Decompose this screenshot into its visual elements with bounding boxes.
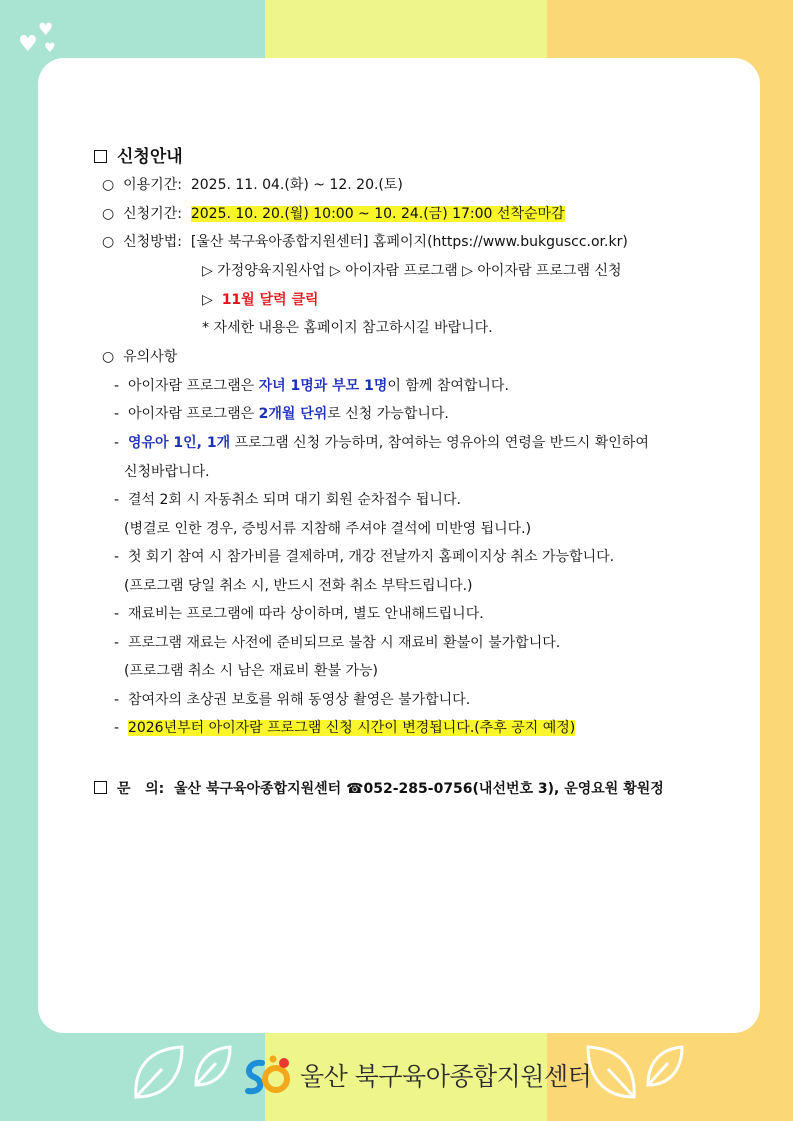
circle-bullet-icon: ○ (102, 234, 115, 250)
hearts-decoration (18, 22, 68, 62)
method-value: [울산 북구육아종합지원센터] 홈페이지(https://www.bukguscc.or.kr) (190, 234, 628, 250)
leaf-icon (128, 1041, 190, 1103)
calendar-click-instruction (202, 289, 319, 309)
heart-icon: ♥ (44, 41, 56, 56)
note-item: - 영유아 1인, 1개 프로그램 신청 가능하며, 참여하는 영유아의 연령을 반드시 확인하여 (114, 435, 649, 451)
circle-bullet-icon: ○ (102, 349, 115, 365)
contact-value: 울산 북구육아종합지원센터 ☎052-285-0756(내선번호 3), 운영요원 황원정 (174, 781, 664, 797)
contact-line (94, 778, 664, 798)
note-item: - 첫 회기 참여 시 참가비를 결제하며, 개강 전날까지 홈페이지상 취소 가능합니다. (114, 549, 615, 565)
leaf-icon (190, 1043, 236, 1089)
apply-period (102, 203, 565, 223)
apply-label: 신청기간: (123, 206, 182, 222)
note-continuation: 신청바랍니다. (124, 464, 210, 480)
circle-bullet-icon: ○ (102, 206, 115, 222)
note-continuation: (병결로 인한 경우, 증빙서류 지참해 주셔야 결석에 미반영 됩니다.) (124, 521, 532, 537)
note-item: - 2026년부터 아이자람 프로그램 신청 시간이 변경됩니다.(추후 공지 예정) (114, 720, 576, 736)
notice-card (38, 58, 760, 1033)
method-label: 신청방법: (123, 234, 182, 250)
section-title: 신청안내 (117, 147, 183, 167)
usage-period (102, 174, 403, 194)
method-note: * 자세한 내용은 홈페이지 참고하시길 바랍니다. (202, 320, 493, 336)
note-item: - 재료비는 프로그램에 따라 상이하며, 별도 안내해드립니다. (114, 606, 484, 622)
arrow-icon: ▷ (202, 292, 213, 308)
note-continuation: (프로그램 취소 시 남은 재료비 환불 가능) (124, 663, 379, 679)
apply-value: 2025. 10. 20.(월) 10:00 ~ 10. 24.(금) 17:00 선착순마감 (190, 206, 565, 222)
circle-bullet-icon: ○ (102, 177, 115, 193)
notes-title: 유의사항 (123, 349, 178, 365)
usage-value: 2025. 11. 04.(화) ~ 12. 20.(토) (190, 177, 403, 193)
click-text: 11월 달력 클릭 (221, 292, 319, 308)
footer (0, 1035, 793, 1121)
note-continuation: (프로그램 당일 취소 시, 반드시 전화 취소 부탁드립니다.) (124, 578, 473, 594)
center-logo-text: 울산 북구육아종합지원센터 (300, 1062, 592, 1091)
checkbox-square-icon (94, 150, 107, 163)
contact-label: 문 의: (117, 781, 165, 797)
apply-method (102, 231, 628, 251)
section-heading (94, 142, 183, 167)
notes-heading (102, 346, 177, 366)
leaf-icon (580, 1041, 642, 1103)
note-item: - 프로그램 재료는 사전에 준비되므로 불참 시 재료비 환불이 불가합니다. (114, 635, 561, 651)
note-item: - 참여자의 초상권 보호를 위해 동영상 촬영은 불가합니다. (114, 692, 471, 708)
center-logo-icon (240, 1053, 294, 1103)
note-item: - 아이자람 프로그램은 자녀 1명과 부모 1명이 함께 참여합니다. (114, 378, 509, 394)
heart-icon: ♥ (38, 20, 54, 40)
usage-label: 이용기간: (123, 177, 182, 193)
menu-path: ▷ 가정양육지원사업 ▷ 아이자람 프로그램 ▷ 아이자람 프로그램 신청 (202, 263, 622, 279)
leaf-icon (642, 1043, 688, 1089)
note-item: - 아이자람 프로그램은 2개월 단위로 신청 가능합니다. (114, 406, 449, 422)
note-item: - 결석 2회 시 자동취소 되며 대기 회원 순차접수 됩니다. (114, 492, 461, 508)
heart-icon: ♥ (18, 32, 38, 57)
checkbox-square-icon (94, 781, 107, 794)
